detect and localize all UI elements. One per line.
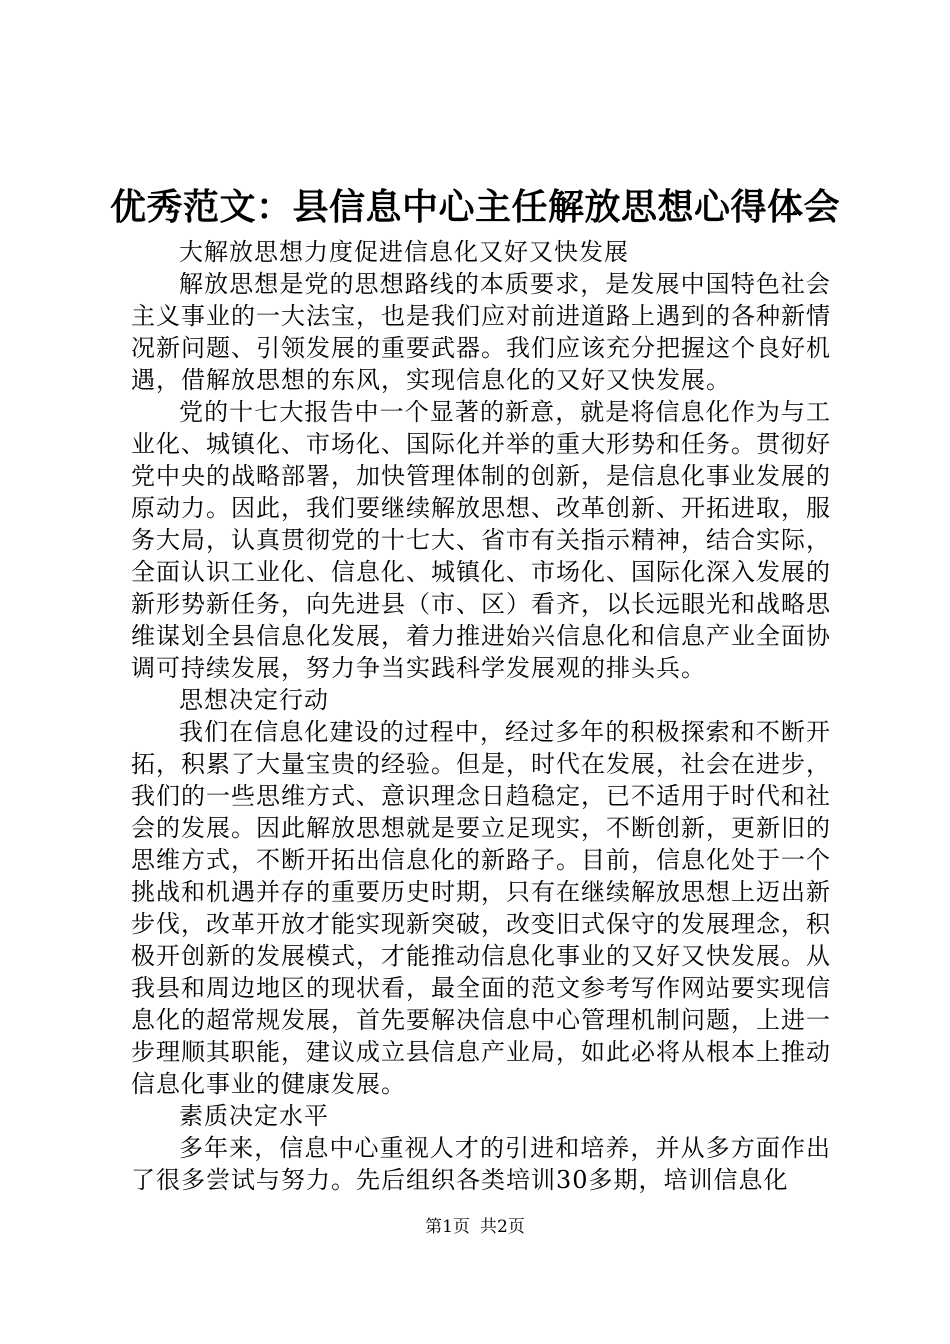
document-title: 优秀范文：县信息中心主任解放思想心得体会 [109,187,840,228]
page-total: 共2页 [480,1217,525,1237]
paragraph: 多年来，信息中心重视人才的引进和培养，并从多方面作出了很多尝试与努力。先后组织各类培训30多期，培训信息化 [131,1134,831,1194]
section-heading: 素质决定水平 [179,1102,329,1130]
paragraph: 我们在信息化建设的过程中，经过多年的积极探索和不断开拓，积累了大量宝贵的经验。但是，时代在发展，社会在进步，我们的一些思维方式、意识理念日趋稳定，已不适用于时代和社会的发展。因此解放思想就是要立足现实，不断创新，更新旧的思维方式，不断开拓出信息化的新路子。目前，信息化处于一个挑战和机遇并存的重要历史时期，只有在继续解放思想上迈出新步伐，改革开放才能实现新突破，改变旧式保守的发展理念，积极开创新的发展模式，才能推动信息化事业的又好又快发展。从我县和周边地区的现状看，最全面的范文参考写作网站要实现信息化的超常规发展，首先要解决信息中心管理机制问题，上进一步理顺其职能，建议成立县信息产业局，如此必将从根本上推动信息化事业的健康发展。 [131,718,831,1098]
page-number: 第1页 [425,1217,470,1237]
subtitle-heading: 大解放思想力度促进信息化又好又快发展 [179,238,629,266]
document-body [131,236,831,1196]
paragraph: 党的十七大报告中一个显著的新意，就是将信息化作为与工业化、城镇化、市场化、国际化并举的重大形势和任务。贯彻好党中央的战略部署，加快管理体制的创新，是信息化事业发展的原动力。因此，我们要继续解放思想、改革创新、开拓进取，服务大局，认真贯彻党的十七大、省市有关指示精神，结合实际，全面认识工业化、信息化、城镇化、市场化、国际化深入发展的新形势新任务，向先进县（市、区）看齐，以长远眼光和战略思维谋划全县信息化发展，着力推进始兴信息化和信息产业全面协调可持续发展，努力争当实践科学发展观的排头兵。 [131,398,831,682]
section-heading: 思想决定行动 [179,686,329,714]
page-footer [0,1216,950,1238]
paragraph: 解放思想是党的思想路线的本质要求，是发展中国特色社会主义事业的一大法宝，也是我们应对前进道路上遇到的各种新情况新问题、引领发展的重要武器。我们应该充分把握这个良好机遇，借解放思想的东风，实现信息化的又好又快发展。 [131,270,831,394]
